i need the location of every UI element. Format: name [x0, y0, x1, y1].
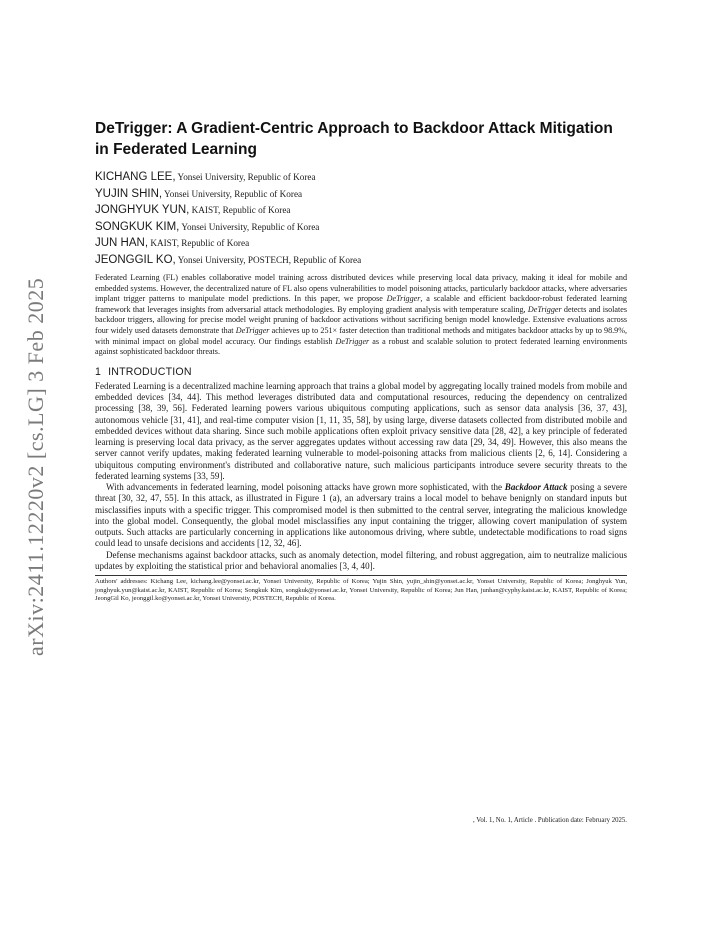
- author-affiliation: Yonsei University, POSTECH, Republic of Korea: [175, 254, 362, 265]
- author-name: YUJIN SHIN,: [95, 187, 163, 200]
- author-affiliation: KAIST, Republic of Korea: [189, 205, 291, 215]
- footnote-divider: [95, 575, 627, 576]
- author-name: JONGHYUK YUN,: [95, 204, 190, 216]
- paper-title: DeTrigger: A Gradient-Centric Approach to Backdoor Attack Mitigation in Federated Learning: [95, 120, 613, 158]
- method-name: DeTrigger: [335, 336, 370, 346]
- method-name: DeTrigger: [386, 294, 421, 304]
- author-addresses-footnote: Authors' addresses: Kichang Lee, kichang.lee@yonsei.ac.kr, Yonsei University, Republic of Korea; Yujin Shin, yujin_shin@yonsei.ac.kr, Yonsei University, Republic of Korea; Jonghyuk Yun, jonghyuk.yun@kaist.ac.kr, KAIST, Republic of Korea; Songkuk Kim, songkuk@yonsei.ac.kr, Yonsei University, Republic of Korea; Jun Han, junhan@cyphy.kaist.ac.kr, KAIST, Republic of Korea; JeongGil Ko, jeonggil.ko@yonsei.ac.kr, Yonsei University, POSTECH, Republic of Korea.: [95, 578, 627, 602]
- method-name: DeTrigger: [527, 304, 562, 314]
- author-affiliation: Yonsei University, Republic of Korea: [179, 221, 320, 232]
- arxiv-sidebar: [18, 256, 54, 656]
- page-footer: , Vol. 1, No. 1, Article . Publication date: February 2025.: [473, 817, 627, 824]
- author-name: JUN HAN,: [95, 237, 149, 249]
- author-name: JEONGGIL KO,: [95, 253, 176, 266]
- abstract: Federated Learning (FL) enables collaborative model training across distributed devices while preserving local data privacy, making it ideal for mobile and embedded systems. However, the decentralized nature of FL also opens vulnerabilities to model poisoning attacks, particularly backdoor attacks, where adversaries implant trigger patterns to manipulate model predictions. In this paper, we propose DeTrigger, a scalable and efficient backdoor-robust federated learning framework that leverages insights from adversarial attack methodologies. By employing gradient analysis with temperature scaling, DeTrigger detects and isolates backdoor triggers, allowing for precise model weight pruning of backdoor activations without sacrificing benign model knowledge. Extensive evaluations across four widely used datasets demonstrate that DeTrigger achieves up to 251× faster detection than traditional methods and mitigates backdoor attacks by up to 98.9%, with minimal impact on global model accuracy. Our findings establish DeTrigger as a robust and scalable solution to protect federated learning environments against sophisticated backdoor threats.: [95, 273, 627, 357]
- body-paragraph: With advancements in federated learning, model poisoning attacks have grown more sophisticated, with the Backdoor Attack posing a severe threat [30, 32, 47, 55]. In this attack, as illustrated in Figure 1 (a), an adversary trains a local model to behave benignly on standard inputs but misclassifies inputs with a specific trigger. This compromised model is then submitted to the central server, integrating the malicious knowledge into the global model. Consequently, the global model misclassifies any input containing the trigger, allowing covert manipulation of system outputs. Such attacks are particularly concerning in applications like autonomous driving, where subtle, undetectable modifications to road signs could lead to unsafe decisions and accidents [12, 32, 46].: [95, 482, 627, 549]
- paper-content: [95, 118, 627, 604]
- author-affiliation: Yonsei University, Republic of Korea: [175, 172, 316, 182]
- author-entry: [95, 169, 627, 186]
- arxiv-identifier: arXiv:2411.12220v2 [cs.LG] 3 Feb 2025: [23, 277, 48, 656]
- author-affiliation: Yonsei University, Republic of Korea: [162, 188, 303, 199]
- section-title: INTRODUCTION: [108, 365, 192, 378]
- author-name: KICHANG LEE,: [95, 171, 176, 183]
- method-name: DeTrigger: [235, 325, 270, 335]
- author-entry: [95, 219, 627, 236]
- author-entry: [95, 202, 627, 219]
- emphasized-term: Backdoor Attack: [504, 482, 568, 492]
- body-paragraph: Federated Learning is a decentralized machine learning approach that trains a global model by aggregating locally trained models from mobile and embedded devices [34, 44]. This method leverages distributed data and computational resources, reducing the dependency on centralized processing [38, 39, 56]. Federated learning powers various ubiquitous computing applications, such as sensor data analysis [36, 37, 43], autonomous vehicle [31, 41], and real-time computer vision [1, 11, 35, 58], by using large, diverse datasets collected from distributed mobile and embedded devices without data sharing. Since such mobile applications often exploit privacy sensitive data [28, 42], a key principle of federated learning is preserving local data privacy, as the server aggregates updates without accessing raw data [29, 34, 49]. However, this also means the server cannot verify updates, making federated learning vulnerable to model-poisoning attacks from malicious clients [2, 6, 14]. Considering a ubiquitous computing environment's distributed and collaborative nature, such malicious participants introduce severe security threats to the federated learning systems [33, 59].: [95, 380, 627, 481]
- author-name: SONGKUK KIM,: [95, 220, 180, 233]
- author-affiliation: KAIST, Republic of Korea: [148, 238, 250, 248]
- section-number: 1: [95, 365, 102, 378]
- author-list: [95, 169, 627, 268]
- body-paragraph: Defense mechanisms against backdoor attacks, such as anomaly detection, model filtering, and robust aggregation, aim to neutralize malicious updates by exploiting the statistical prior and behavioral anomalies [3, 4, 40].: [95, 549, 627, 571]
- author-entry: [95, 186, 627, 203]
- author-entry: [95, 235, 627, 252]
- section-heading: [95, 366, 627, 378]
- author-entry: [95, 252, 627, 269]
